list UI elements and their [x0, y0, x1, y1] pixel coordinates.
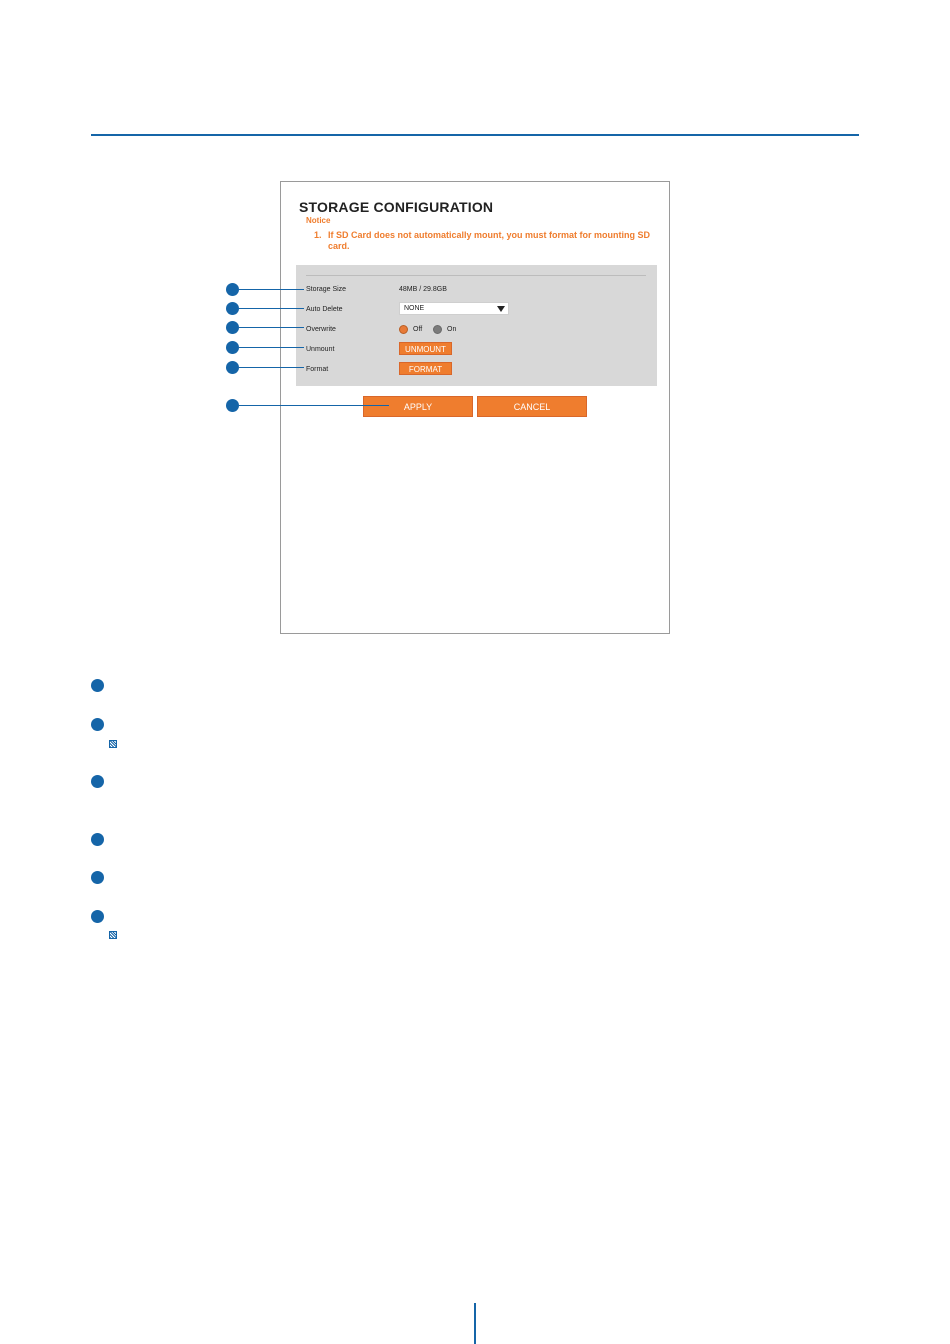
unmount-label: Unmount — [306, 346, 335, 353]
item-4-icon — [91, 833, 104, 846]
overwrite-label: Overwrite — [306, 326, 336, 333]
apply-button[interactable]: APPLY — [363, 396, 473, 417]
overwrite-off-radio[interactable] — [399, 325, 408, 334]
callout-4-icon — [226, 341, 239, 354]
item-5-icon — [91, 871, 104, 884]
callout-1-line — [239, 289, 304, 290]
note-2-icon — [109, 931, 117, 939]
overwrite-off-label: Off — [413, 326, 423, 333]
unmount-button[interactable]: UNMOUNT — [399, 342, 452, 355]
item-3-icon — [91, 775, 104, 788]
auto-delete-value: NONE — [404, 305, 425, 312]
chevron-down-icon — [497, 306, 505, 312]
item-1-icon — [91, 679, 104, 692]
callout-1-icon — [226, 283, 239, 296]
callout-5-line — [239, 367, 304, 368]
auto-delete-select[interactable] — [399, 302, 509, 315]
notice-number: 1. — [314, 230, 322, 240]
storage-size-value: 48MB / 29.8GB — [399, 286, 447, 293]
panel-divider — [306, 275, 646, 276]
storage-config-screenshot — [280, 181, 670, 634]
storage-size-label: Storage Size — [306, 286, 347, 293]
callout-2-line — [239, 308, 304, 309]
callout-6-icon — [226, 399, 239, 412]
callout-2-icon — [226, 302, 239, 315]
callout-6-line — [239, 405, 389, 406]
auto-delete-label: Auto Delete — [306, 306, 343, 313]
format-label: Format — [306, 366, 329, 373]
footer-rule — [474, 1303, 476, 1344]
callout-5-icon — [226, 361, 239, 374]
settings-panel — [296, 265, 657, 386]
item-6-icon — [91, 910, 104, 923]
notice-text: If SD Card does not automatically mount, you must format for mounting SD card. — [328, 230, 651, 251]
overwrite-on-label: On — [447, 326, 457, 333]
format-button[interactable]: FORMAT — [399, 362, 452, 375]
cancel-button[interactable]: CANCEL — [477, 396, 587, 417]
callout-3-line — [239, 327, 304, 328]
callout-4-line — [239, 347, 304, 348]
header-rule — [91, 134, 859, 136]
item-2-icon — [91, 718, 104, 731]
note-1-icon — [109, 740, 117, 748]
callout-3-icon — [226, 321, 239, 334]
page-title: STORAGE CONFIGURATION — [299, 199, 494, 215]
overwrite-on-radio[interactable] — [433, 325, 442, 334]
notice-label: Notice — [306, 216, 331, 225]
